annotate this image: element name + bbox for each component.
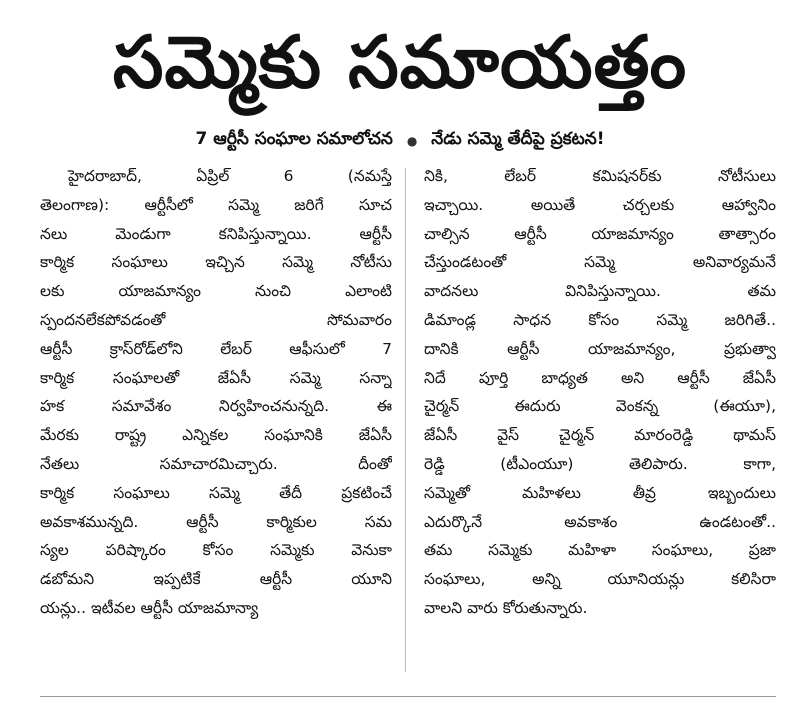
article-line: లకు యాజమాన్యం నుంచి ఎలాంటి [40, 282, 392, 301]
article-line: ఆర్టీసీ క్రాస్‌రోడ్‌లోని లేబర్ ఆఫీసులో 7 [40, 339, 392, 358]
article-line: కార్మిక సంఘాలు ఇచ్చిన సమ్మె నోటీసు [40, 253, 392, 272]
article-line: కార్మిక సంఘాలతో జేఏసీ సమ్మె సన్నా [40, 368, 392, 387]
article-line: నిదే పూర్తి బాధ్యత అని ఆర్టీసీ జేఏసీ [424, 368, 776, 387]
article-line: యన్లు.. ఇటీవల ఆర్టీసీ యాజమాన్యా [40, 598, 259, 617]
subheadline [0, 126, 800, 156]
article-line: ఎదుర్కొనే అవకాశం ఉండటంతో.. [424, 512, 776, 531]
article-line: స్యల పరిష్కారం కోసం సమ్మెకు వెనుకా [40, 541, 392, 560]
article-line: చైర్మన్ ఈదురు వెంకన్న (ఈయూ), [424, 397, 776, 416]
article-line: నేతలు సమాచారమిచ్చారు. దీంతో [40, 454, 392, 473]
article-line: డిమాండ్ల సాధన కోసం సమ్మె జరిగితే.. [424, 310, 776, 329]
article-line: మేరకు రాష్ట్ర ఎన్నికల సంఘానికి జేఏసీ [40, 426, 392, 445]
article-line: కార్మిక సంఘాలు సమ్మె తేదీ ప్రకటించే [40, 483, 392, 502]
subhead-right: నేడు సమ్మె తేదీపై ప్రకటన! [431, 129, 605, 149]
subhead-left: 7 ఆర్టీసీ సంఘాల సమాలోచన [195, 129, 393, 149]
article-line: దానికి ఆర్టీసీ యాజమాన్యం, ప్రభుత్వా [424, 339, 776, 358]
article-line: స్పందనలేకపోవడంతో సోమవారం [40, 310, 392, 329]
article-line: డబోమని ఇప్పటికే ఆర్టీసీ యూని [40, 570, 392, 589]
article-line: హక సమావేశం నిర్వహించనున్నది. ఈ [40, 397, 392, 416]
article-line: నలు మెండుగా కనిపిస్తున్నాయి. ఆర్టీసీ [40, 224, 392, 243]
article-line: అవకాశమున్నది. ఆర్టీసీ కార్మికుల సమ [40, 512, 392, 531]
article-body [40, 162, 776, 682]
article-line: ఇచ్చాయి. అయితే చర్చలకు ఆహ్వానిం [424, 195, 776, 214]
article-line: తెలంగాణ): ఆర్టీసీలో సమ్మె జరిగే సూచ [40, 195, 392, 214]
article-line: చాల్సిన ఆర్టీసీ యాజమాన్యం తాత్సారం [424, 224, 776, 243]
headline: సమ్మెకు సమాయత్తం [112, 20, 688, 104]
bullet-icon: ● [406, 134, 418, 148]
article-line: నికి, లేబర్ కమిషనర్‌కు నోటీసులు [424, 167, 776, 185]
right-column [424, 162, 776, 682]
bottom-divider [40, 696, 776, 697]
article-line: సమ్మెతో మహిళలు తీవ్ర ఇబ్బందులు [424, 483, 776, 502]
article-line: తమ సమ్మెకు మహిళా సంఘాలు, ప్రజా [424, 541, 776, 560]
article-line: చేస్తుండటంతో సమ్మె అనివార్యమనే [424, 253, 776, 272]
article-line: హైదరాబాద్, ఏప్రిల్ 6 (నమస్తే [68, 167, 392, 185]
article-line: రెడ్డి (టీఎంయూ) తెలిపారు. కాగా, [424, 454, 776, 473]
left-column [40, 162, 392, 682]
article-line: జేఏసీ వైస్ చైర్మన్ మారంరెడ్డి థామస్ [424, 426, 776, 445]
article-line: సంఘాలు, అన్ని యూనియన్లు కలిసిరా [424, 570, 776, 589]
article-line: వాదనలు వినిపిస్తున్నాయి. తమ [424, 282, 776, 301]
article-line: వాలని వారు కోరుతున్నారు. [424, 598, 588, 617]
